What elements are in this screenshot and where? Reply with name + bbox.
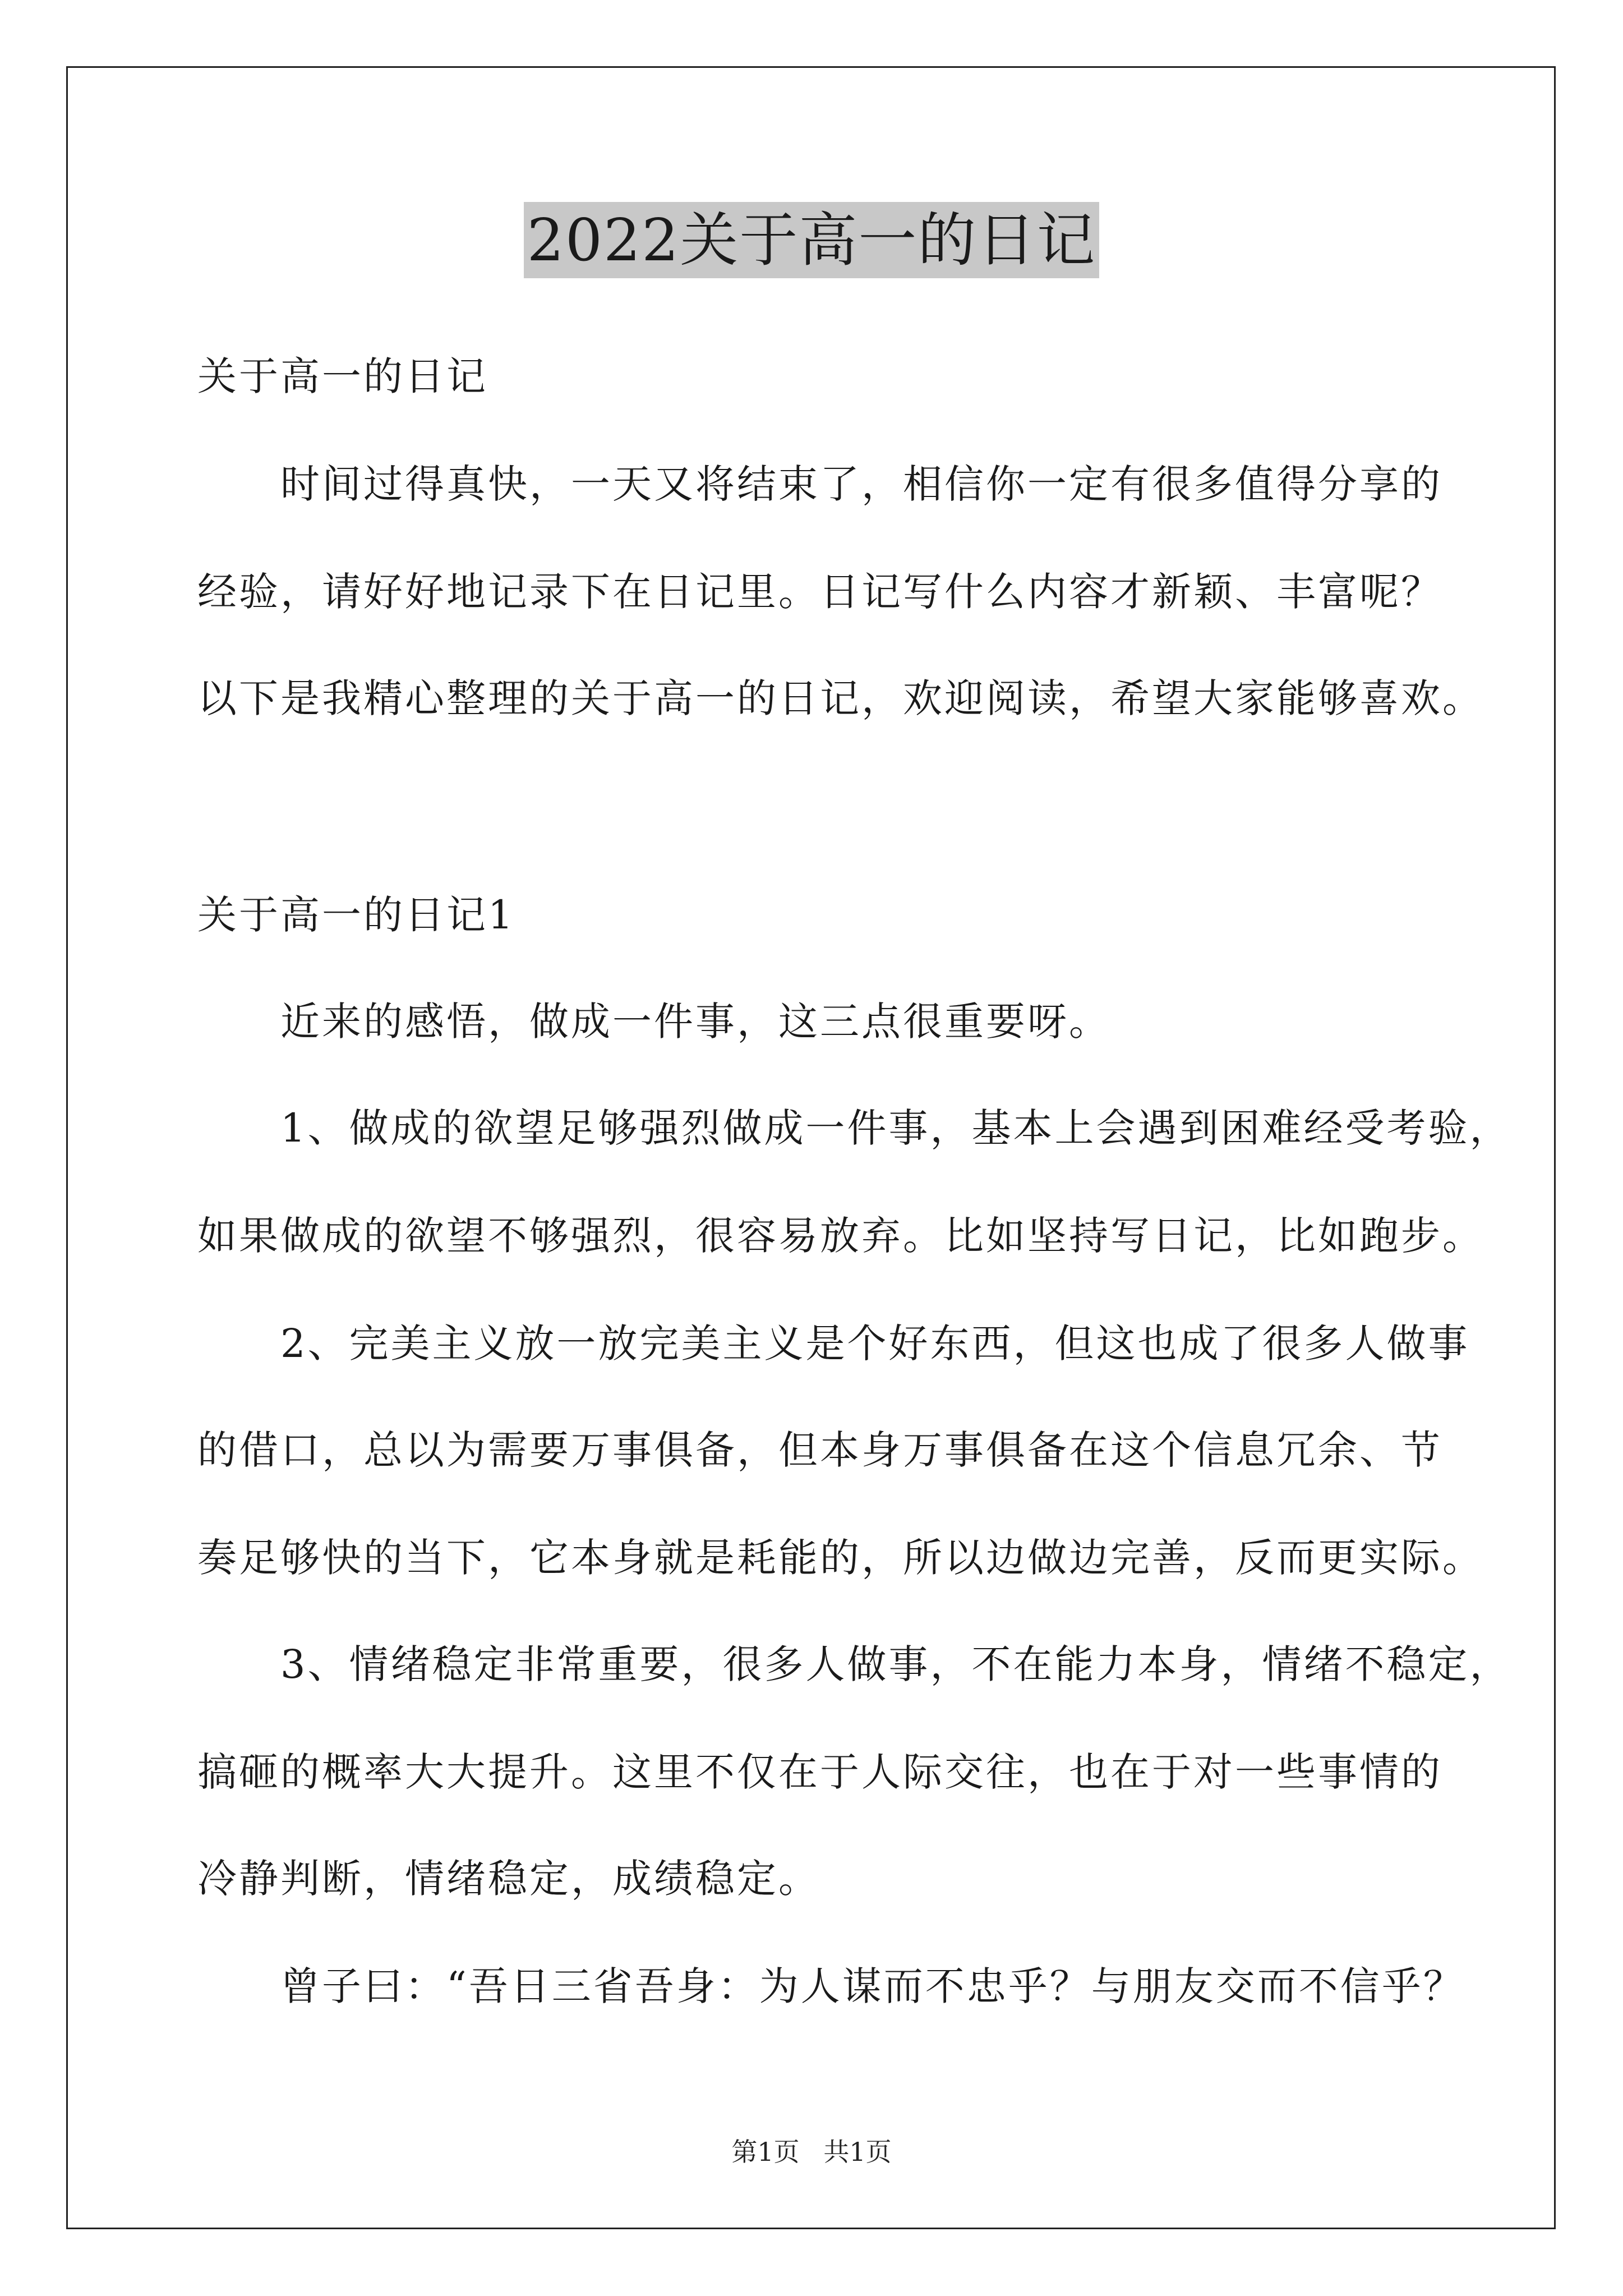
paragraph-line: 3、情绪稳定非常重要，很多人做事，不在能力本身，情绪不稳定， xyxy=(280,1641,1511,1687)
paragraph-line: 曾子曰：“吾日三省吾身：为人谋而不忠乎？与朋友交而不信乎？ xyxy=(280,1963,1465,2009)
paragraph-line: 1、做成的欲望足够强烈做成一件事，基本上会遇到困难经受考验， xyxy=(280,1105,1511,1151)
paragraph-line: 的借口，总以为需要万事俱备，但本身万事俱备在这个信息冗余、节 xyxy=(197,1427,1442,1473)
paragraph-line: 如果做成的欲望不够强烈，很容易放弃。比如坚持写日记，比如跑步。 xyxy=(197,1213,1484,1259)
paragraph-line: 冷静判断，情绪稳定，成绩稳定。 xyxy=(197,1856,820,1902)
intro-line-3: 以下是我精心整理的关于高一的日记，欢迎阅读，希望大家能够喜欢。 xyxy=(197,675,1484,721)
section-heading: 关于高一的日记1 xyxy=(197,892,515,938)
page-number: 第1页 xyxy=(731,2137,800,2167)
paragraph-line: 2、完美主义放一放完美主义是个好东西，但这也成了很多人做事 xyxy=(280,1320,1470,1366)
intro-line-1: 时间过得真快，一天又将结束了，相信你一定有很多值得分享的 xyxy=(280,461,1442,507)
document-title: 2022关于高一的日记 xyxy=(524,202,1100,278)
page-footer xyxy=(0,2136,1623,2168)
document-subtitle: 关于高一的日记 xyxy=(197,353,488,399)
intro-line-2: 经验，请好好地记录下在日记里。日记写什么内容才新颖、丰富呢？ xyxy=(197,569,1442,615)
title-container xyxy=(0,202,1623,278)
page-total: 共1页 xyxy=(823,2137,892,2167)
paragraph-line: 近来的感悟，做成一件事，这三点很重要呀。 xyxy=(280,999,1110,1045)
paragraph-line: 搞砸的概率大大提升。这里不仅在于人际交往，也在于对一些事情的 xyxy=(197,1749,1442,1795)
paragraph-line: 奏足够快的当下，它本身就是耗能的，所以边做边完善，反而更实际。 xyxy=(197,1535,1484,1581)
